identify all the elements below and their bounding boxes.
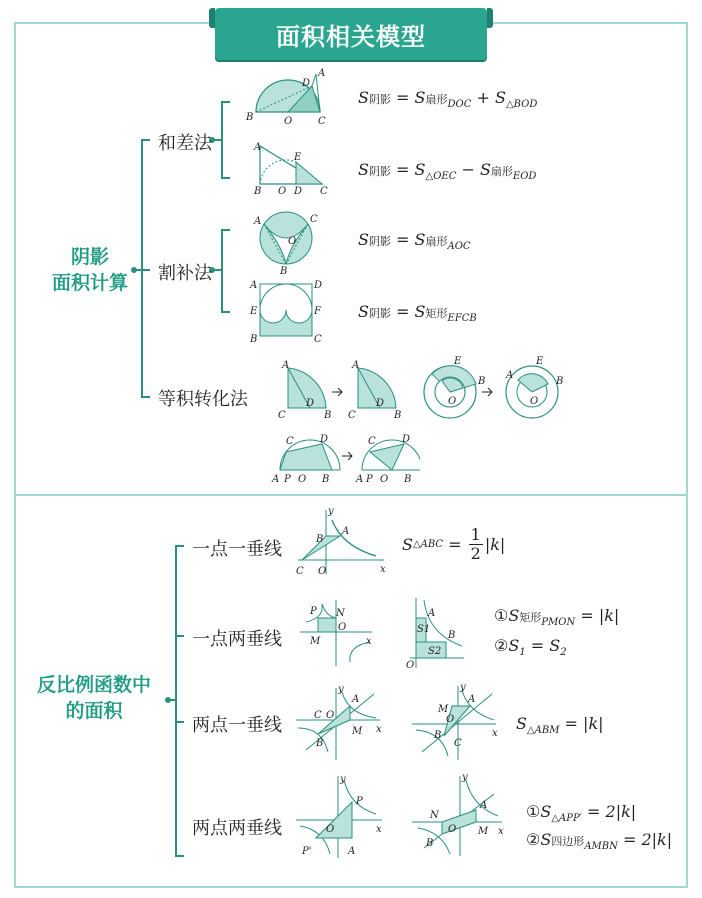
figure-equal-area-sector	[270, 358, 410, 422]
svg-text:x: x	[376, 724, 382, 735]
svg-text:C: C	[348, 410, 356, 421]
svg-text:B: B	[324, 410, 332, 421]
svg-text:C: C	[310, 214, 318, 225]
svg-text:M: M	[352, 726, 363, 737]
svg-text:B: B	[322, 474, 330, 485]
method-he-cha: 和差法	[158, 133, 212, 154]
svg-text:P': P'	[302, 846, 312, 857]
formula-f2b: $②S_1 = S_2$	[494, 636, 567, 659]
svg-text:N: N	[430, 810, 439, 821]
figure-two-point-two-perp-b	[408, 772, 508, 858]
figure-equal-area-rings	[420, 354, 570, 424]
svg-text:y: y	[338, 684, 344, 695]
svg-text:y: y	[460, 682, 466, 693]
svg-text:B: B	[404, 474, 412, 485]
svg-text:P: P	[356, 796, 363, 807]
svg-text:A: A	[352, 694, 360, 705]
svg-text:A: A	[250, 280, 258, 291]
svg-text:D: D	[402, 434, 411, 445]
svg-text:A: A	[254, 216, 262, 227]
svg-text:D: D	[314, 280, 323, 291]
section1-title-line1: 阴影	[70, 246, 109, 268]
svg-text:A: A	[356, 474, 364, 485]
figure-one-point-two-perp-a	[296, 596, 380, 670]
svg-text:E: E	[536, 356, 544, 367]
svg-text:C: C	[318, 116, 326, 127]
figure-equal-area-semicircles	[270, 430, 420, 486]
formula-f2a: ①S矩形$_{PMON}$ = |k|	[494, 606, 620, 629]
svg-text:O: O	[448, 396, 457, 407]
svg-text:O: O	[326, 824, 335, 835]
svg-text:D: D	[294, 186, 303, 197]
formula-ge-bu-1: S阴影 = S扇形$_{AOC}$	[358, 230, 471, 253]
figure-circle-aoc	[252, 206, 324, 276]
formula-f4b: ②S四边形$_{AMBN}$ = 2|k|	[526, 830, 673, 853]
svg-text:x: x	[380, 564, 386, 575]
svg-text:A: A	[428, 608, 436, 619]
svg-text:B: B	[434, 730, 442, 741]
svg-text:O: O	[448, 824, 457, 835]
svg-text:M: M	[478, 826, 489, 837]
svg-text:F: F	[314, 306, 321, 317]
section2-title-line1: 反比例函数中	[36, 674, 151, 696]
svg-text:O: O	[406, 660, 415, 671]
svg-text:M: M	[310, 636, 321, 647]
method-one-point-one-perp: 一点一垂线	[192, 539, 282, 560]
method-ge-bu: 割补法	[158, 263, 212, 284]
svg-text:B: B	[250, 334, 258, 345]
formula-f4a: $①S_{\triangle APP'} = 2|k|$	[526, 802, 637, 825]
svg-text:M: M	[438, 704, 449, 715]
svg-text:A: A	[318, 68, 326, 79]
svg-text:C: C	[286, 436, 294, 447]
svg-text:E: E	[294, 152, 302, 163]
formula-ge-bu-2: S阴影 = S矩形$_{EFCB}$	[358, 302, 477, 325]
svg-text:B: B	[426, 838, 434, 849]
frac-numerator: 1	[470, 525, 481, 544]
formula-f1: S △ABC = $\frac{1}{2}$ |k|	[402, 525, 506, 563]
method-two-point-one-perp: 两点一垂线	[192, 715, 282, 736]
svg-text:O: O	[288, 236, 297, 247]
svg-text:y: y	[328, 506, 334, 517]
svg-text:C: C	[368, 436, 376, 447]
figure-one-point-one-perp	[292, 506, 392, 578]
svg-text:x: x	[376, 824, 382, 835]
svg-text:B: B	[316, 534, 324, 545]
svg-text:A: A	[468, 694, 476, 705]
svg-text:O: O	[530, 396, 539, 407]
page-title: 面积相关模型	[215, 8, 487, 60]
svg-text:A: A	[282, 360, 290, 371]
svg-text:y: y	[462, 772, 468, 783]
svg-text:A: A	[342, 526, 350, 537]
svg-text:C: C	[278, 410, 286, 421]
figure-two-point-one-perp-b	[408, 682, 504, 764]
svg-text:A: A	[352, 360, 360, 371]
svg-text:E: E	[250, 306, 258, 317]
method-one-point-two-perp: 一点两垂线	[192, 629, 282, 650]
svg-text:O: O	[338, 622, 347, 633]
svg-text:O: O	[284, 116, 293, 127]
svg-text:O: O	[326, 710, 335, 721]
svg-text:B: B	[246, 112, 254, 123]
svg-text:A: A	[272, 474, 280, 485]
svg-text:A: A	[506, 370, 514, 381]
svg-text:N: N	[336, 608, 345, 619]
method-deng-ji: 等积转化法	[158, 389, 248, 410]
formula-he-cha-1: S阴影 = S扇形$_{DOC} + S_{\triangle BOD}$	[358, 88, 538, 111]
svg-text:O: O	[446, 714, 455, 725]
svg-text:E: E	[454, 356, 462, 367]
svg-text:P: P	[284, 474, 291, 485]
figure-semicircle-doc	[244, 64, 334, 128]
svg-text:B: B	[254, 186, 262, 197]
svg-text:C: C	[314, 334, 322, 345]
svg-text:D: D	[320, 434, 329, 445]
svg-text:A: A	[480, 800, 488, 811]
svg-text:C: C	[320, 186, 328, 197]
section1-title-line2: 面积计算	[51, 272, 128, 294]
frac-denominator: 2	[470, 544, 481, 563]
svg-text:B: B	[280, 266, 288, 276]
svg-text:P: P	[366, 474, 373, 485]
svg-text:B: B	[394, 410, 402, 421]
svg-text:B: B	[316, 738, 324, 749]
formula-he-cha-2: S阴影 = $S_{\triangle OEC} - S$扇形$_{EOD}$	[358, 160, 537, 183]
svg-text:B: B	[478, 376, 486, 387]
svg-text:D: D	[302, 78, 311, 89]
formula-f3: $S_{\triangle ABM} = |k|$	[516, 714, 604, 737]
svg-text:O: O	[380, 474, 389, 485]
svg-text:O: O	[318, 566, 327, 577]
svg-text:x: x	[366, 636, 372, 647]
svg-text:P: P	[310, 606, 317, 617]
svg-text:B: B	[448, 630, 456, 641]
svg-text:C: C	[314, 710, 322, 721]
svg-text:S2: S2	[428, 646, 442, 657]
figure-two-point-two-perp-a	[292, 772, 388, 860]
method-two-point-two-perp: 两点两垂线	[192, 818, 282, 839]
svg-text:A: A	[254, 142, 262, 153]
svg-text:O: O	[298, 474, 307, 485]
section2-title-line2: 的面积	[65, 700, 123, 722]
svg-text:x: x	[498, 826, 504, 837]
svg-text:D: D	[376, 398, 385, 409]
svg-text:S1: S1	[417, 624, 431, 635]
figure-triangle-oec	[250, 138, 330, 198]
svg-text:D: D	[306, 398, 315, 409]
svg-text:C: C	[296, 566, 304, 577]
svg-text:y: y	[340, 774, 346, 785]
figure-two-point-one-perp-a	[292, 684, 388, 764]
svg-text:x: x	[492, 728, 498, 739]
svg-text:A: A	[348, 846, 356, 857]
svg-text:B: B	[556, 376, 564, 387]
figure-square-efcb	[248, 280, 328, 346]
figure-one-point-two-perp-b	[400, 594, 470, 672]
svg-text:O: O	[278, 186, 287, 197]
svg-text:C: C	[454, 738, 462, 749]
